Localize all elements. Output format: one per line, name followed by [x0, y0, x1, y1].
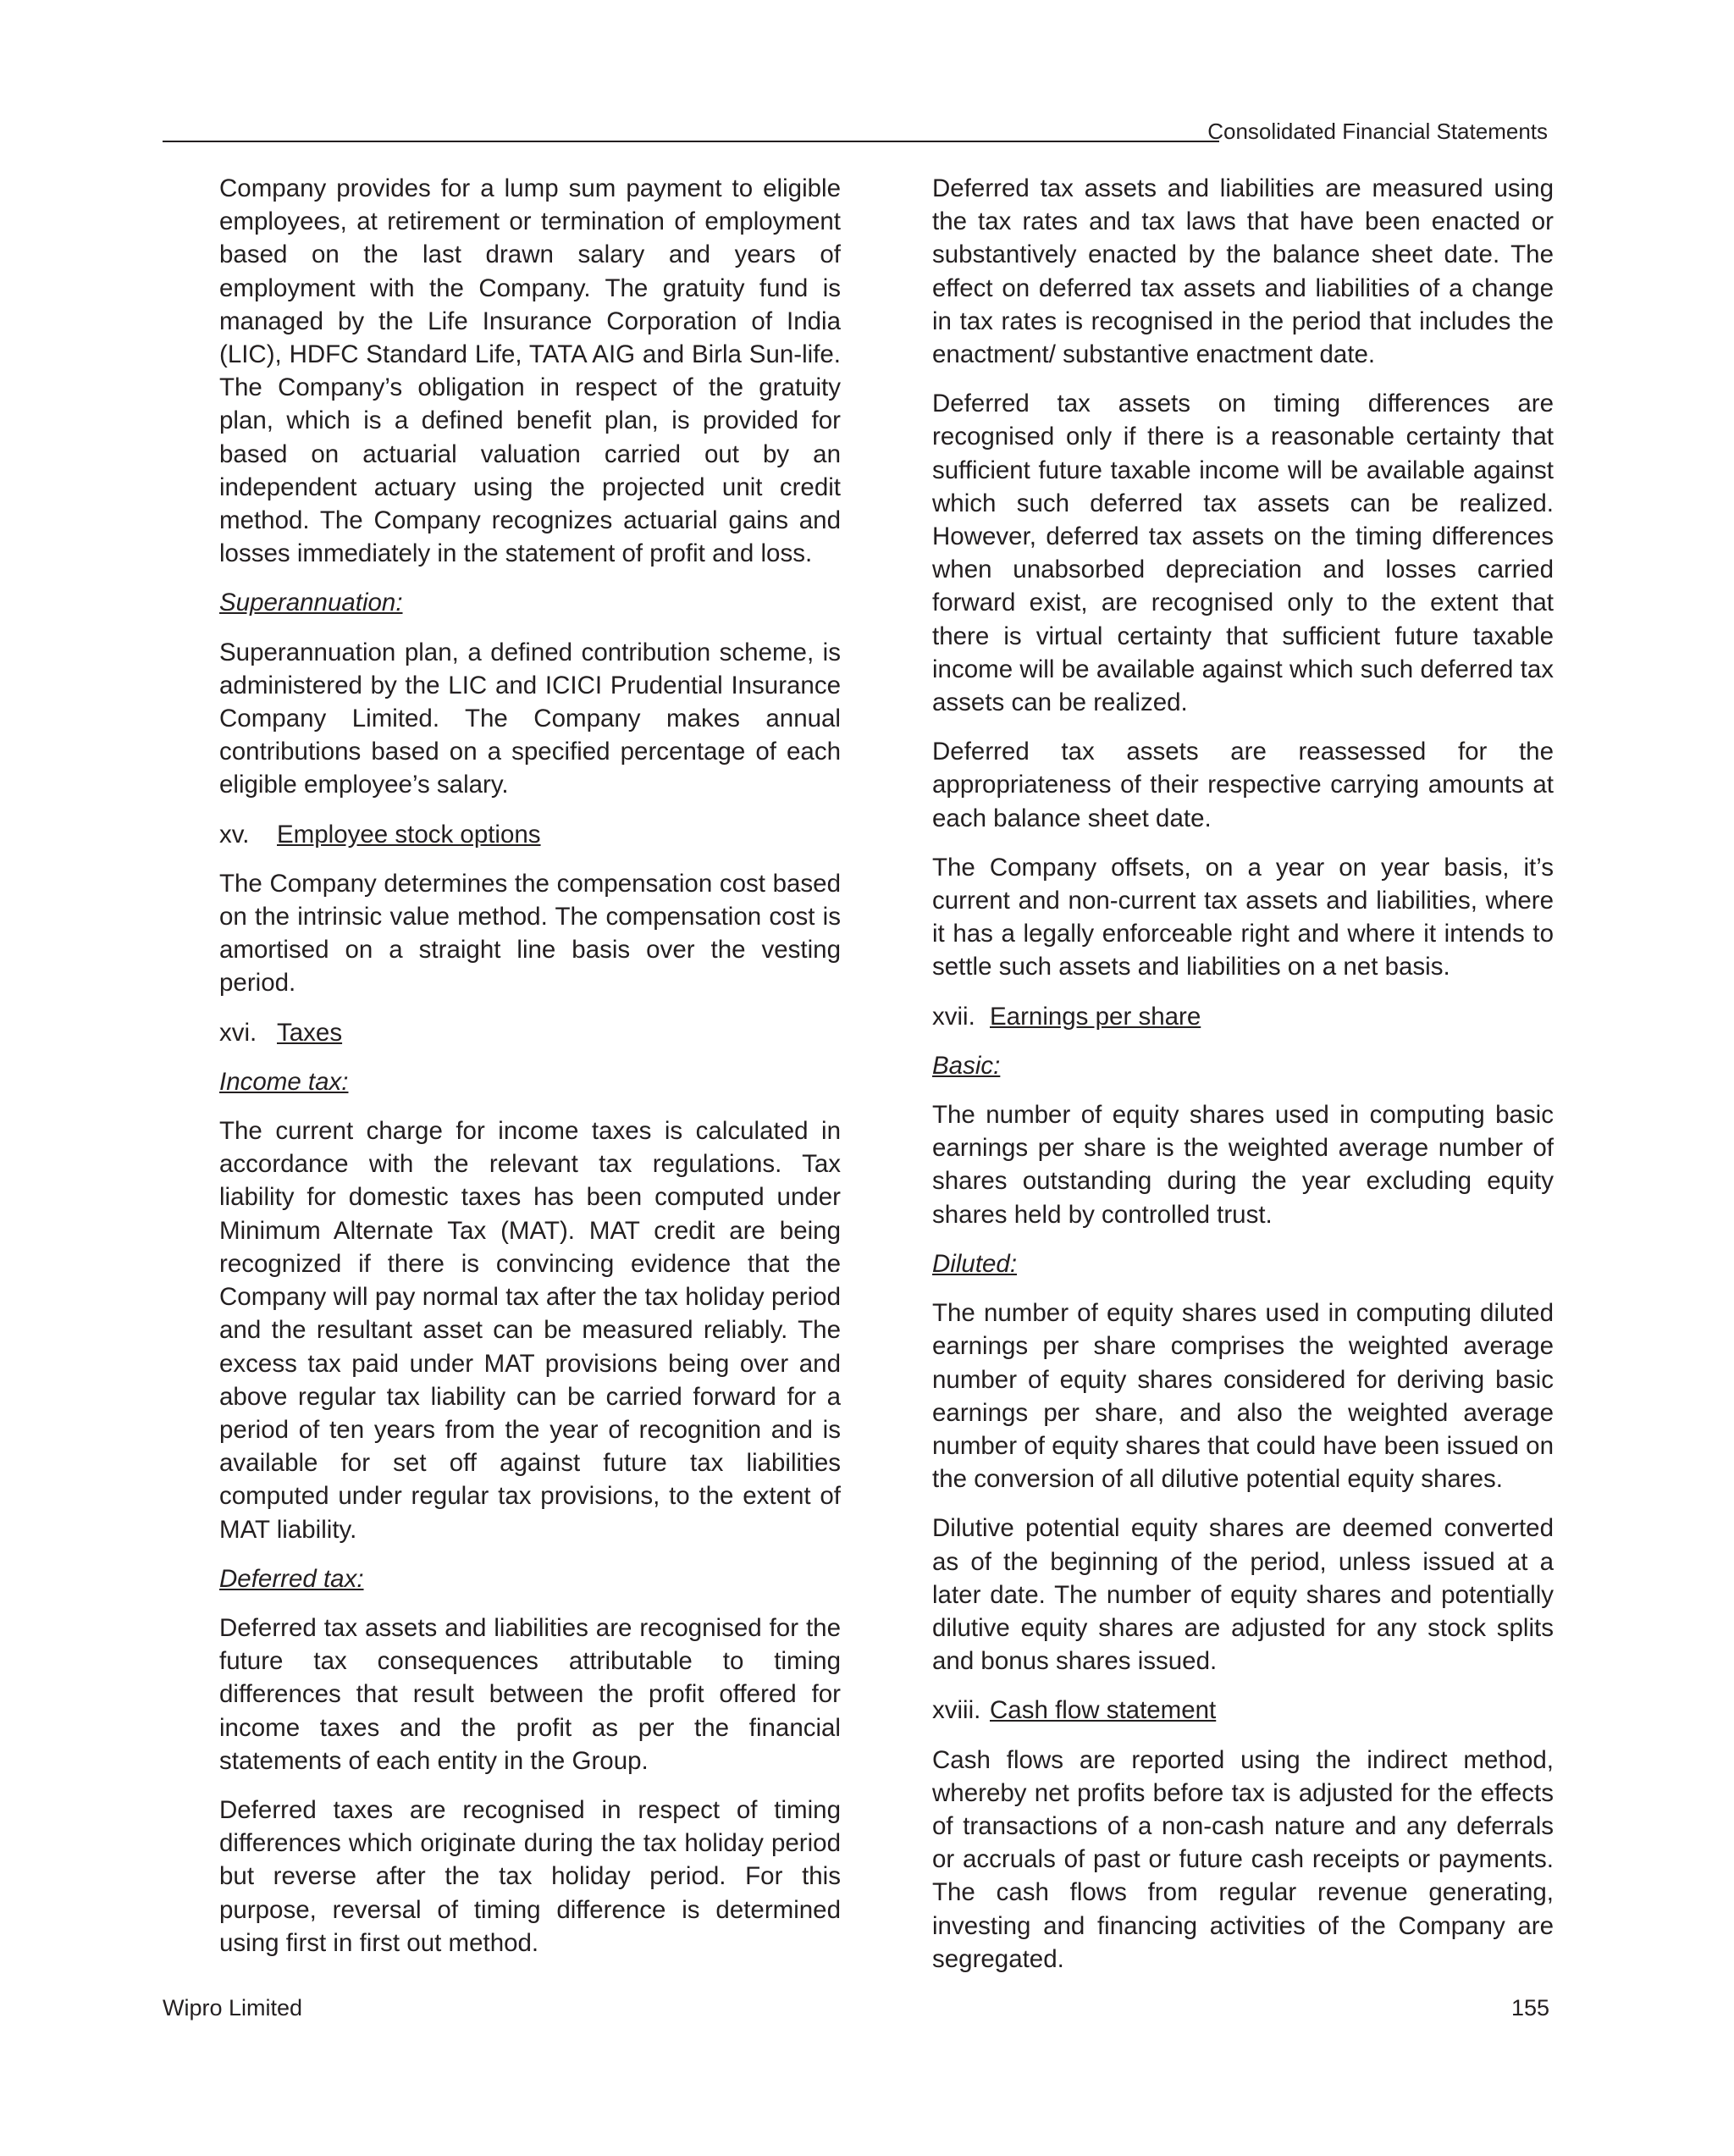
paragraph: Superannuation plan, a defined contribution scheme, is administered by the LIC and ICICI Prudential Insurance Company Limited. The Company makes annual contributions based on a specified percentage of each eligible employee’s salary. — [219, 638, 841, 799]
paragraph: Company provides for a lump sum payment to eligible employees, at retirement or termination of employment based on the last drawn salary and years of employment with the Company. The gratuity fund is managed by the Life Insurance Corporation of India (LIC), HDFC Standard Life, TATA AIG and Birla Sun-life. The Company’s obligation in respect of the gratuity plan, which is a defined benefit plan, is provided for based on actuarial valuation carried out by an independent actuary using the projected unit credit method. The Company recognizes actuarial gains and losses immediately in the statement of profit and loss. — [219, 174, 841, 568]
paragraph: Cash flows are reported using the indirect method, whereby net profits before tax is adjusted for the effects of transactions of a non-cash nature and any deferrals or accruals of past or future cash receipts or payments. The cash flows from regular revenue generating, investing and financing activities of the Company are segregated. — [932, 1745, 1554, 1973]
paragraph: The number of equity shares used in computing basic earnings per share is the weighted average number of shares outstanding during the year excluding equity shares held by controlled trust. — [932, 1101, 1554, 1229]
left-column — [219, 172, 841, 1976]
section-number: xvi. — [219, 1018, 257, 1047]
section-title: Employee stock options — [277, 820, 541, 849]
paragraph: The current charge for income taxes is calculated in accordance with the relevant tax regulations. Tax liability for domestic taxes has been computed under Minimum Alternate Tax (MAT). MAT credit are being recognized if there is convincing evidence that the Company will pay normal tax after the tax holiday period and the resultant asset can be measured reliably. The excess tax paid under MAT provisions being over and above regular tax liability can be carried forward for a period of ten years from the year of recognition and is available for set off against future tax liabilities computed under regular tax provisions, to the extent of MAT liability. — [219, 1117, 841, 1544]
footer-company: Wipro Limited — [163, 1995, 303, 2021]
page-number: 155 — [1510, 1995, 1549, 2021]
paragraph: The Company offsets, on a year on year basis, it’s current and non-current tax assets and liabilities, where it has a legally enforceable right and where it intends to settle such assets and liabilities on a net basis. — [932, 853, 1554, 981]
paragraph: Deferred tax assets and liabilities are measured using the tax rates and tax laws that have been enacted or substantively enacted by the balance sheet date. The effect on deferred tax assets and liabilities of a change in tax rates is recognised in the period that includes the enactment/ substantive enactment date. — [932, 174, 1554, 369]
section-number: xv. — [219, 820, 250, 849]
header-title: Consolidated Financial Statements — [1207, 119, 1548, 144]
paragraph: Deferred tax assets on timing differences are recognised only if there is a reasonable certainty that sufficient future taxable income will be available against which such deferred tax assets can be realized. However, deferred tax assets on the timing differences when unabsorbed depreciation and losses carried forward exist, are recognised only to the extent that there is virtual certainty that sufficient future taxable income will be available against which such deferred tax assets can be realized. — [932, 390, 1554, 717]
section-heading-taxes — [219, 1016, 841, 1049]
section-number: xvii. — [932, 1002, 975, 1031]
paragraph: Deferred tax assets are reassessed for the appropriateness of their respective carrying amounts at each balance sheet date. — [932, 738, 1554, 832]
subheading-deferred-tax: Deferred tax: — [219, 1564, 364, 1593]
header-rule — [163, 141, 1219, 142]
paragraph: Dilutive potential equity shares are deemed converted as of the beginning of the period, unless issued at a later date. The number of equity shares and potentially dilutive equity shares are adjusted for any stock splits and bonus shares issued. — [932, 1514, 1554, 1676]
section-title: Taxes — [277, 1018, 343, 1047]
section-title: Earnings per share — [990, 1002, 1201, 1031]
paragraph: The Company determines the compensation cost based on the intrinsic value method. The compensation cost is amortised on a straight line basis over the vesting period. — [219, 869, 841, 998]
right-column — [932, 172, 1554, 1992]
section-number: xviii. — [932, 1696, 981, 1725]
subheading-income-tax: Income tax: — [219, 1067, 349, 1096]
paragraph: Deferred taxes are recognised in respect of timing differences which originate during the tax holiday period but reverse after the tax holiday period. For this purpose, reversal of timing difference is determined using first in first out method. — [219, 1795, 841, 1957]
paragraph: Deferred tax assets and liabilities are recognised for the future tax consequences attributable to timing differences that result between the profit offered for income taxes and the profit as per the financial statements of each entity in the Group. — [219, 1613, 841, 1775]
section-heading-cash-flow-statement — [932, 1694, 1554, 1727]
subheading-superannuation: Superannuation: — [219, 589, 403, 617]
paragraph: The number of equity shares used in computing diluted earnings per share comprises the weighted average number of equity shares considered for deriving basic earnings per share, and also the weighted average number of equity shares that could have been issued on the conversion of all dilutive potential equity shares. — [932, 1299, 1554, 1494]
section-title: Cash flow statement — [990, 1696, 1217, 1725]
section-heading-employee-stock-options — [219, 818, 841, 851]
subheading-basic: Basic: — [932, 1051, 1001, 1080]
subheading-diluted: Diluted: — [932, 1249, 1018, 1278]
section-heading-earnings-per-share — [932, 1000, 1554, 1033]
